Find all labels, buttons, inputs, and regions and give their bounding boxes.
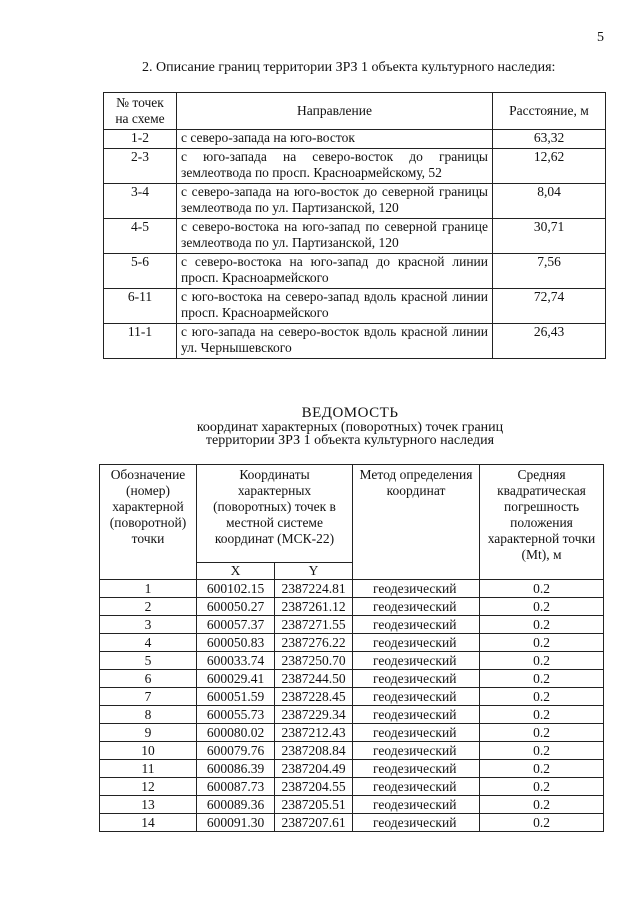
direction-cell: с юго-востока на северо-запад вдоль красной линии просп. Красноармейского: [177, 289, 493, 324]
point-number-cell: 11: [100, 760, 197, 778]
table-row: [100, 670, 604, 688]
mt-cell: 0.2: [480, 688, 604, 706]
x-cell: 600079.76: [197, 742, 275, 760]
point-number-cell: 9: [100, 724, 197, 742]
direction-cell: с северо-запада на юго-восток: [177, 130, 493, 149]
table-row: [100, 688, 604, 706]
y-cell: 2387207.61: [275, 814, 353, 832]
table-row: [100, 616, 604, 634]
mt-cell: 0.2: [480, 724, 604, 742]
table-row: [100, 634, 604, 652]
mt-cell: 0.2: [480, 778, 604, 796]
point-number-cell: 14: [100, 814, 197, 832]
table-row: [104, 219, 606, 254]
table-row: [104, 324, 606, 359]
point-number-cell: 13: [100, 796, 197, 814]
direction-cell: с юго-запада на северо-восток вдоль красной линии ул. Чернышевского: [177, 324, 493, 359]
method-cell: геодезический: [353, 580, 480, 598]
point-number-cell: 8: [100, 706, 197, 724]
x-cell: 600091.30: [197, 814, 275, 832]
x-cell: 600087.73: [197, 778, 275, 796]
section-title: 2. Описание границ территории ЗРЗ 1 объекта культурного наследия:: [142, 60, 556, 75]
table-row: [100, 814, 604, 832]
y-cell: 2387212.43: [275, 724, 353, 742]
point-number-cell: 5: [100, 652, 197, 670]
method-cell: геодезический: [353, 652, 480, 670]
method-cell: геодезический: [353, 778, 480, 796]
table-row: [100, 778, 604, 796]
header-y: Y: [275, 563, 353, 580]
table-row: [100, 742, 604, 760]
distance-cell: 63,32: [493, 130, 606, 149]
header-coordinates: Координаты характерных (поворотных) точек в местной системе координат (МСК-22): [197, 465, 353, 563]
distance-cell: 7,56: [493, 254, 606, 289]
y-cell: 2387229.34: [275, 706, 353, 724]
method-cell: геодезический: [353, 724, 480, 742]
x-cell: 600086.39: [197, 760, 275, 778]
x-cell: 600089.36: [197, 796, 275, 814]
mt-cell: 0.2: [480, 670, 604, 688]
point-number-cell: 6: [100, 670, 197, 688]
mt-cell: 0.2: [480, 616, 604, 634]
table-row: [100, 760, 604, 778]
mt-cell: 0.2: [480, 796, 604, 814]
mt-cell: 0.2: [480, 634, 604, 652]
x-cell: 600057.37: [197, 616, 275, 634]
point-number-cell: 4: [100, 634, 197, 652]
point-number-cell: 7: [100, 688, 197, 706]
y-cell: 2387250.70: [275, 652, 353, 670]
method-cell: геодезический: [353, 598, 480, 616]
x-cell: 600080.02: [197, 724, 275, 742]
y-cell: 2387244.50: [275, 670, 353, 688]
point-number-cell: 2: [100, 598, 197, 616]
coordinates-table: [99, 464, 604, 832]
points-cell: 5-6: [104, 254, 177, 289]
vedomost-subtitle-line1: координат характерных (поворотных) точек границ: [196, 420, 504, 435]
y-cell: 2387224.81: [275, 580, 353, 598]
direction-cell: с северо-востока на юго-запад до красной линии просп. Красноармейского: [177, 254, 493, 289]
x-cell: 600102.15: [197, 580, 275, 598]
table-row: [100, 580, 604, 598]
points-cell: 1-2: [104, 130, 177, 149]
points-cell: 4-5: [104, 219, 177, 254]
table-row: [100, 796, 604, 814]
x-cell: 600050.27: [197, 598, 275, 616]
x-cell: 600055.73: [197, 706, 275, 724]
page-number: 5: [597, 30, 604, 45]
mt-cell: 0.2: [480, 814, 604, 832]
y-cell: 2387271.55: [275, 616, 353, 634]
distance-cell: 12,62: [493, 149, 606, 184]
distance-cell: 72,74: [493, 289, 606, 324]
table-row: [104, 149, 606, 184]
x-cell: 600029.41: [197, 670, 275, 688]
point-number-cell: 3: [100, 616, 197, 634]
points-cell: 6-11: [104, 289, 177, 324]
method-cell: геодезический: [353, 706, 480, 724]
method-cell: геодезический: [353, 616, 480, 634]
y-cell: 2387208.84: [275, 742, 353, 760]
table-row: [104, 289, 606, 324]
x-cell: 600051.59: [197, 688, 275, 706]
mt-cell: 0.2: [480, 580, 604, 598]
y-cell: 2387276.22: [275, 634, 353, 652]
vedomost-title: ВЕДОМОСТЬ: [301, 405, 399, 421]
borders-table: [103, 92, 606, 359]
header-x: X: [197, 563, 275, 580]
table-row: [104, 130, 606, 149]
distance-cell: 30,71: [493, 219, 606, 254]
y-cell: 2387205.51: [275, 796, 353, 814]
mt-cell: 0.2: [480, 760, 604, 778]
x-cell: 600033.74: [197, 652, 275, 670]
table-row: [100, 706, 604, 724]
y-cell: 2387261.12: [275, 598, 353, 616]
header-direction: Направление: [177, 93, 493, 130]
mt-cell: 0.2: [480, 742, 604, 760]
mt-cell: 0.2: [480, 598, 604, 616]
table-row: [104, 184, 606, 219]
header-designation: Обозначение (номер) характерной (поворотной) точки: [100, 465, 197, 580]
point-number-cell: 10: [100, 742, 197, 760]
header-points: № точек на схеме: [104, 93, 177, 130]
header-error: Средняя квадратическая погрешность положения характерной точки (Mt), м: [480, 465, 604, 580]
x-cell: 600050.83: [197, 634, 275, 652]
vedomost-subtitle-line2: территории ЗРЗ 1 объекта культурного наследия: [205, 433, 495, 448]
points-cell: 2-3: [104, 149, 177, 184]
table-row: [100, 652, 604, 670]
table-row: [104, 254, 606, 289]
method-cell: геодезический: [353, 814, 480, 832]
method-cell: геодезический: [353, 796, 480, 814]
table-row: [100, 598, 604, 616]
table-row: [100, 724, 604, 742]
header-method: Метод определения координат: [353, 465, 480, 580]
header-distance: Расстояние, м: [493, 93, 606, 130]
mt-cell: 0.2: [480, 652, 604, 670]
direction-cell: с северо-востока на юго-запад по северной границе землеотвода по ул. Партизанской, 120: [177, 219, 493, 254]
point-number-cell: 12: [100, 778, 197, 796]
direction-cell: с юго-запада на северо-восток до границы землеотвода по просп. Красноармейскому, 52: [177, 149, 493, 184]
method-cell: геодезический: [353, 688, 480, 706]
y-cell: 2387204.49: [275, 760, 353, 778]
mt-cell: 0.2: [480, 706, 604, 724]
y-cell: 2387228.45: [275, 688, 353, 706]
distance-cell: 26,43: [493, 324, 606, 359]
method-cell: геодезический: [353, 742, 480, 760]
direction-cell: с северо-запада на юго-восток до северной границы землеотвода по ул. Партизанской, 120: [177, 184, 493, 219]
point-number-cell: 1: [100, 580, 197, 598]
method-cell: геодезический: [353, 634, 480, 652]
y-cell: 2387204.55: [275, 778, 353, 796]
points-cell: 3-4: [104, 184, 177, 219]
method-cell: геодезический: [353, 670, 480, 688]
distance-cell: 8,04: [493, 184, 606, 219]
points-cell: 11-1: [104, 324, 177, 359]
method-cell: геодезический: [353, 760, 480, 778]
